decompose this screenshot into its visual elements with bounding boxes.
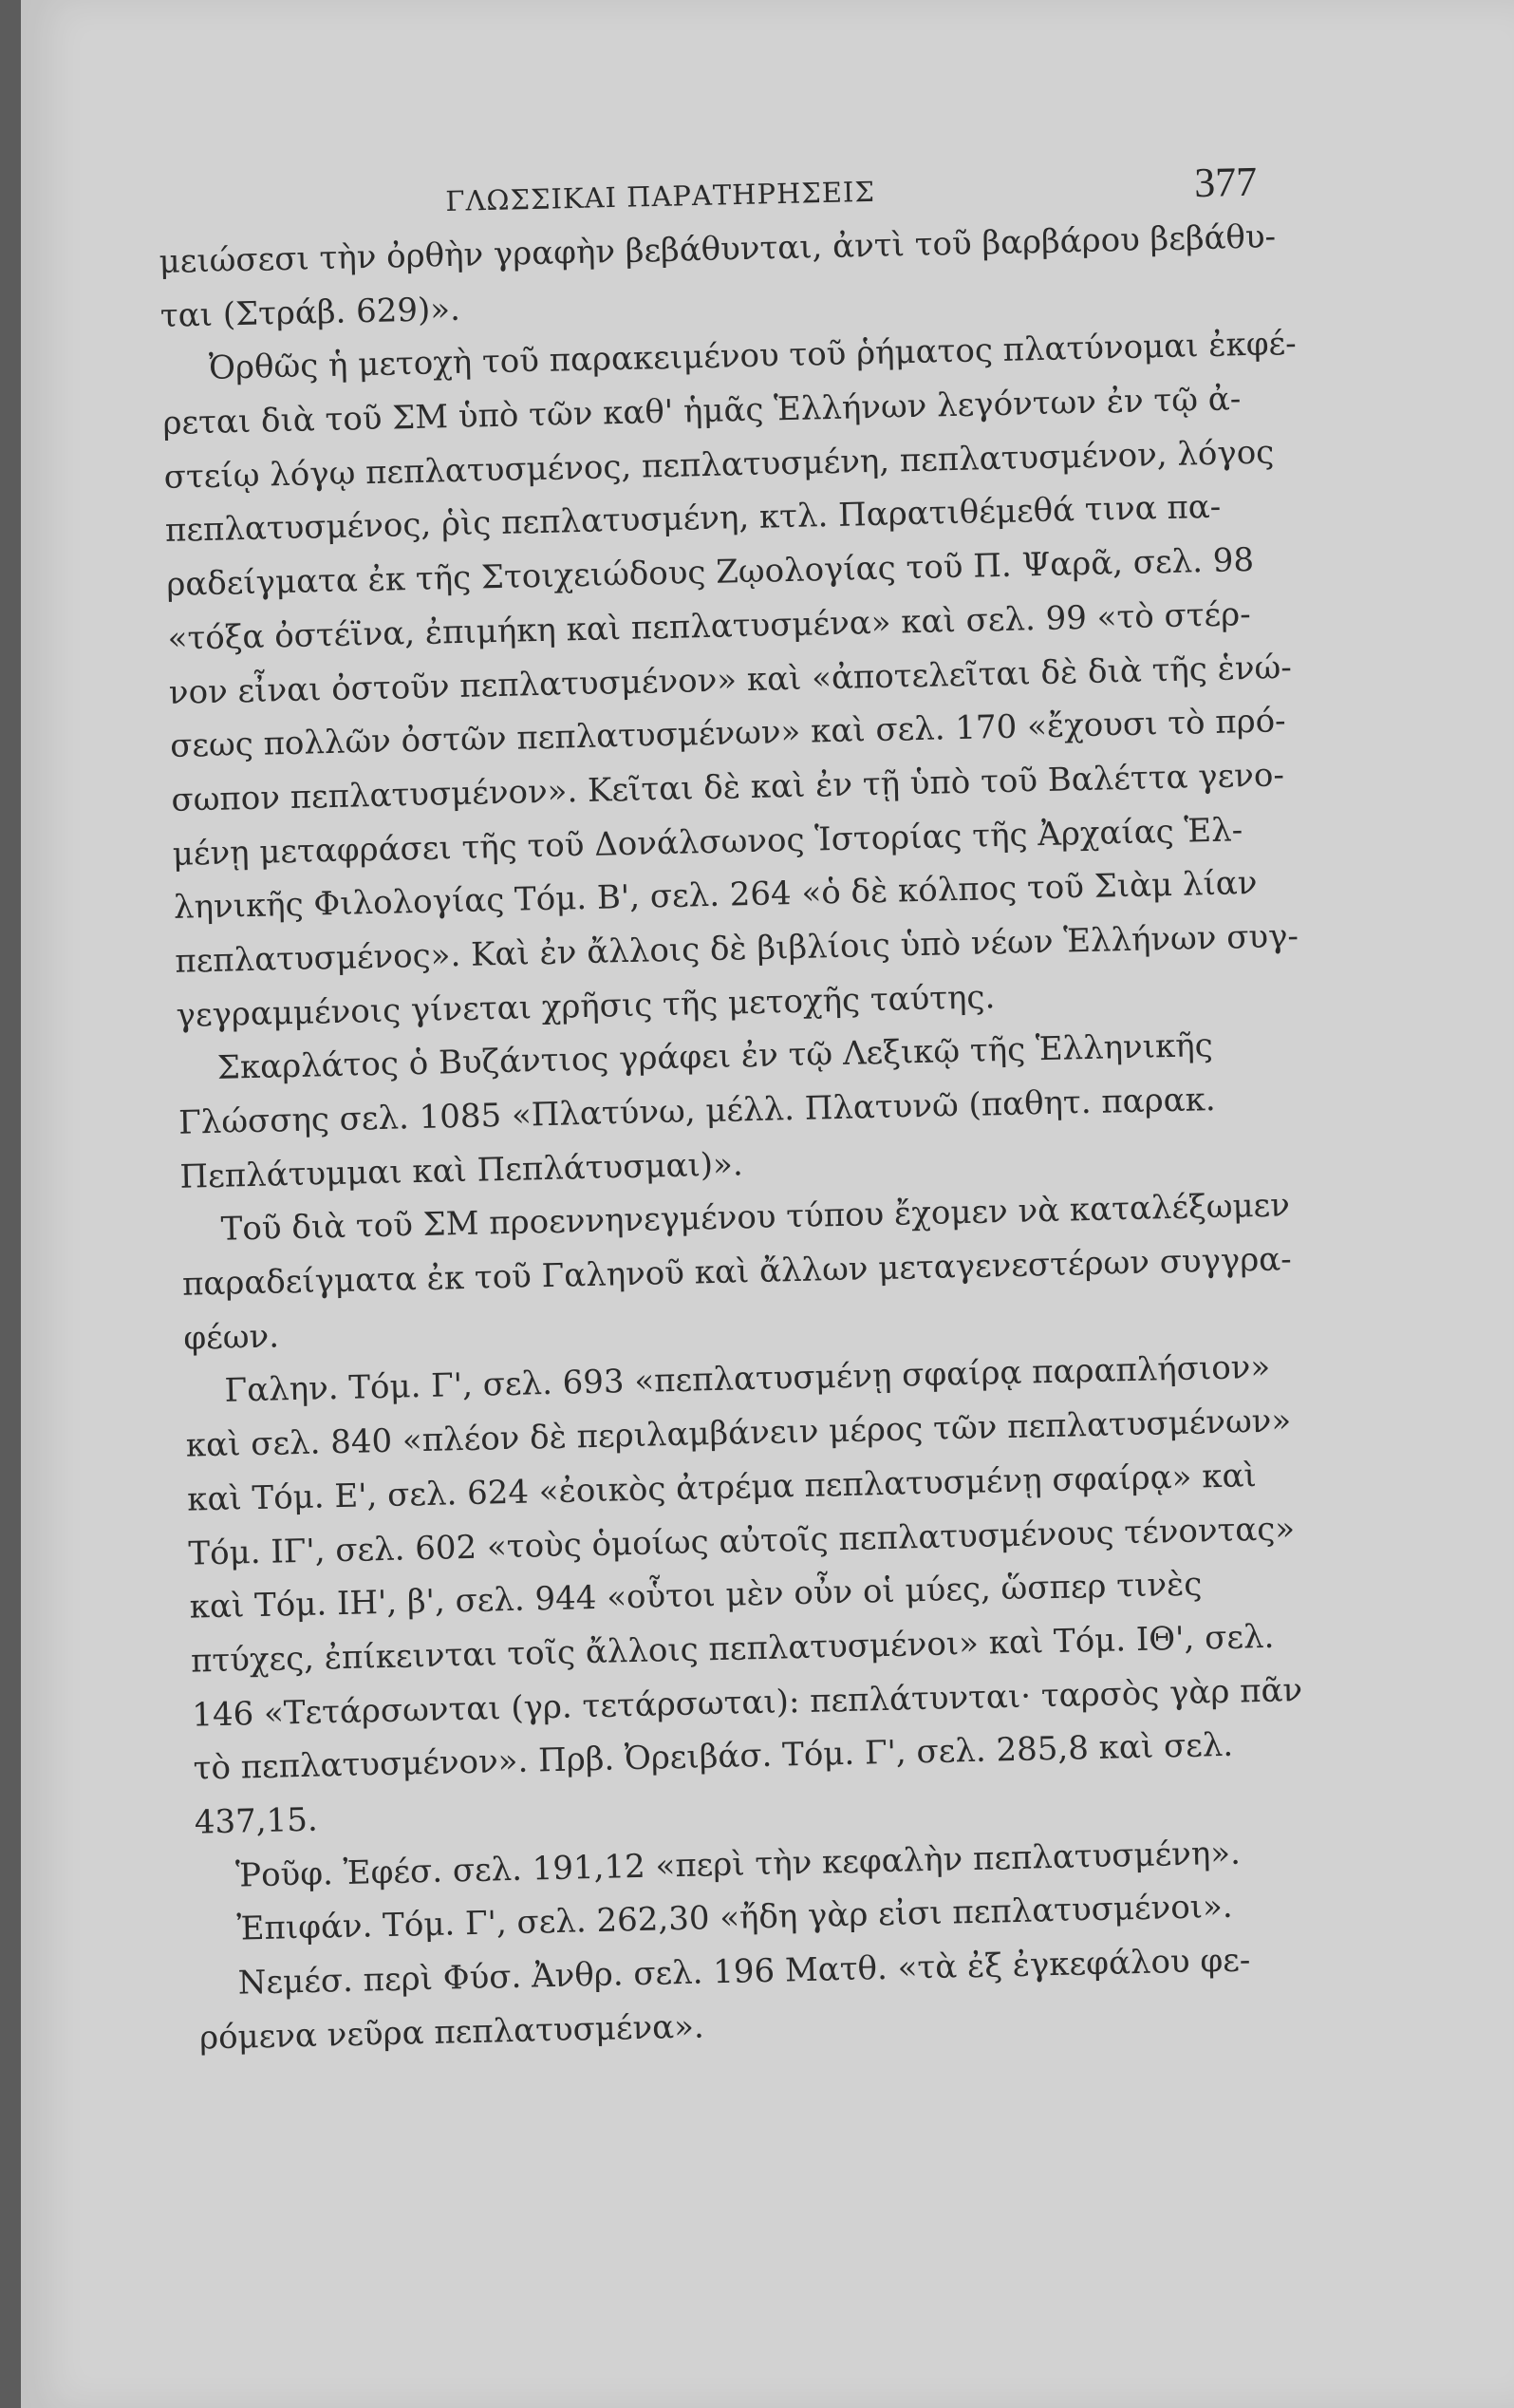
text-line: παραδείγματα ἐκ τοῦ Γαληνοῦ καὶ ἄλλων μεταγενεστέρων συγγρα- (181, 1240, 1293, 1304)
text-line: 146 «Τετάρσωνται (γρ. τετάρσωται): πεπλάτυνται· ταρσὸς γὰρ πᾶν (191, 1670, 1303, 1735)
text-line: γεγραμμένοις γίνεται χρῆσις τῆς μετοχῆς ταύτης. (176, 977, 996, 1035)
body-text (159, 210, 1338, 2065)
text-line: πεπλατυσμένος, ῥὶς πεπλατυσμένη, κτλ. Παρατιθέμεθά τινα πα- (164, 488, 1222, 551)
text-line: Ῥοῦφ. Ἐφέσ. σελ. 191,12 «περὶ τὴν κεφαλὴν πεπλατυσμένη». (234, 1834, 1242, 1895)
text-line: Πεπλάτυμμαι καὶ Πεπλάτυσμαι)». (179, 1144, 744, 1196)
running-head: ΓΛΩΣΣΙΚΑΙ ΠΑΡΑΤΗΡΗΣΕΙΣ (445, 175, 876, 217)
text-line: καὶ σελ. 840 «πλέον δὲ περιλαμβάνειν μέρος τῶν πεπλατυσμένων» (185, 1402, 1292, 1465)
text-line: Τόμ. ΙΓ', σελ. 602 «τοὺς ὁμοίως αὐτοῖς πεπλατυσμένους τένοντας» (188, 1509, 1296, 1573)
text-line: Νεμέσ. περὶ Φύσ. Ἀνθρ. σελ. 196 Ματθ. «τὰ ἐξ ἐγκεφάλου φε- (237, 1941, 1251, 2003)
text-line: ρόμενα νεῦρα πεπλατυσμένα». (198, 2007, 705, 2058)
text-line: στείῳ λόγῳ πεπλατυσμένος, πεπλατυσμένη, πεπλατυσμένον, λόγος (163, 433, 1275, 497)
text-line: Σκαρλάτος ὁ Βυζάντιος γράφει ἐν τῷ Λεξικῷ τῆς Ἑλληνικῆς (216, 1026, 1214, 1088)
text-line: Ὀρθῶς ἡ μετοχὴ τοῦ παρακειμένου τοῦ ῥήματος πλατύνομαι ἐκφέ- (208, 325, 1298, 388)
text-line: Γλώσσης σελ. 1085 «Πλατύνω, μέλλ. Πλατυνῶ (παθητ. παρακ. (178, 1080, 1217, 1142)
text-line: καὶ Τόμ. Ε', σελ. 624 «ἐοικὸς ἀτρέμα πεπλατυσμένῃ σφαίρᾳ» καὶ (186, 1456, 1258, 1519)
text-line: Ἐπιφάν. Τόμ. Γ', σελ. 262,30 «ἤδη γὰρ εἰσι πεπλατυσμένοι». (236, 1888, 1234, 1948)
text-line: πτύχες, ἐπίκεινται τοῖς ἄλλοις πεπλατυσμένοι» καὶ Τόμ. ΙΘ', σελ. (190, 1617, 1275, 1681)
text-line: ληνικῆς Φιλολογίας Τόμ. Β', σελ. 264 «ὁ δὲ κόλπος τοῦ Σιὰμ λίαν (173, 864, 1258, 928)
text-line: σεως πολλῶν ὀστῶν πεπλατυσμένων» καὶ σελ. 170 «ἔχουσι τὸ πρό- (169, 702, 1287, 766)
text-line: πεπλατυσμένος». Καὶ ἐν ἄλλοις δὲ βιβλίοις ὑπὸ νέων Ἑλλήνων συγ- (174, 916, 1299, 981)
text-line: σωπον πεπλατυσμένον». Κεῖται δὲ καὶ ἐν τῇ ὑπὸ τοῦ Βαλέττα γενο- (171, 756, 1285, 819)
text-line: μειώσεσι τὴν ὀρθὴν γραφὴν βεβάθυνται, ἀντὶ τοῦ βαρβάρου βεβάθυ- (159, 217, 1277, 281)
text-line: νον εἶναι ὀστοῦν πεπλατυσμένον» καὶ «ἀποτελεῖται δὲ διὰ τῆς ἑνώ- (168, 648, 1293, 712)
text-line: «τόξα ὀστέϊνα, ἐπιμήκη καὶ πεπλατυσμένα» καὶ σελ. 99 «τὸ στέρ- (167, 594, 1252, 658)
text-line: 437,15. (194, 1800, 319, 1842)
text-line: Τοῦ διὰ τοῦ ΣΜ προεννηνεγμένου τύπου ἔχομεν νὰ καταλέξωμεν (220, 1186, 1291, 1250)
text-line: ται (Στράβ. 629)». (159, 290, 461, 335)
text-line: καὶ Τόμ. ΙΗ', β', σελ. 944 «οὗτοι μὲν οὖν οἱ μύες, ὥσπερ τινὲς (189, 1565, 1203, 1627)
text-line: τὸ πεπλατυσμένον». Πρβ. Ὀρειβάσ. Τόμ. Γ', σελ. 285,8 καὶ σελ. (193, 1725, 1234, 1788)
text-line: φέων. (182, 1317, 280, 1358)
page-number: 377 (1193, 158, 1258, 207)
text-line: μένῃ μεταφράσει τῆς τοῦ Δονάλσωνος Ἱστορίας τῆς Ἀρχαίας Ἑλ- (172, 810, 1243, 874)
book-page (21, 0, 1514, 2408)
text-line: ραδείγματα ἐκ τῆς Στοιχειώδους Ζῳολογίας τοῦ Π. Ψαρᾶ, σελ. 98 (165, 541, 1255, 605)
text-line: Γαλην. Τόμ. Γ', σελ. 693 «πεπλατυσμένῃ σφαίρᾳ παραπλήσιον» (224, 1348, 1271, 1411)
text-line: ρεται διὰ τοῦ ΣΜ ὑπὸ τῶν καθ' ἡμᾶς Ἑλλήνων λεγόντων ἐν τῷ ἀ- (162, 380, 1242, 443)
